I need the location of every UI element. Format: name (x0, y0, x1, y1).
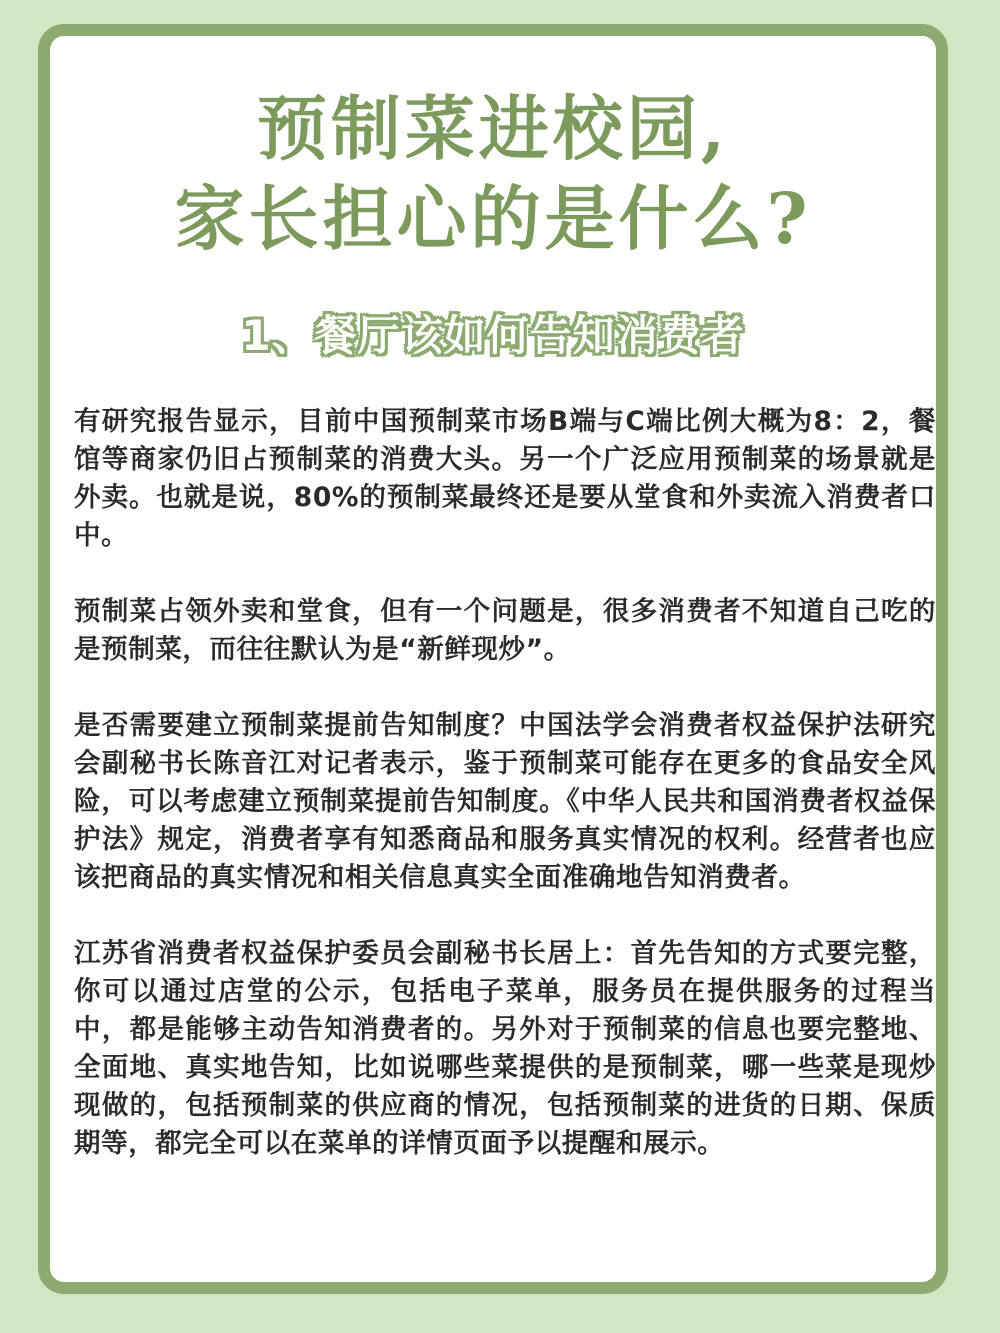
page-title (50, 84, 936, 264)
article-card (38, 24, 948, 1294)
section-heading: 1、餐厅该如何告知消费者 (241, 311, 745, 360)
paragraph-1: 有研究报告显示，目前中国预制菜市场B端与C端比例大概为8：2，餐馆等商家仍旧占预制菜的消费大头。另一个广泛应用预制菜的场景就是外卖。也就是说，80%的预制菜最终还是要从堂食和外卖流入消费者口中。 (74, 406, 936, 551)
paragraph-4: 江苏省消费者权益保护委员会副秘书长居上：首先告知的方式要完整，你可以通过店堂的公示，包括电子菜单，服务员在提供服务的过程当中，都是能够主动告知消费者的。另外对于预制菜的信息也要完整地、全面地、真实地告知，比如说哪些菜提供的是预制菜，哪一些菜是现炒现做的，包括预制菜的供应商的情况，包括预制菜的进货的日期、保质期等，都完全可以在菜单的详情页面予以提醒和展示。 (74, 938, 936, 1159)
paragraph-2: 预制菜占领外卖和堂食，但有一个问题是，很多消费者不知道自己吃的是预制菜，而往往默认为是“新鲜现炒”。 (74, 596, 936, 665)
paragraph-3: 是否需要建立预制菜提前告知制度？中国法学会消费者权益保护法研究会副秘书长陈音江对记者表示，鉴于预制菜可能存在更多的食品安全风险，可以考虑建立预制菜提前告知制度。《中华人民共和国消费者权益保护法》规定，消费者享有知悉商品和服务真实情况的权利。经营者也应该把商品的真实情况和相关信息真实全面准确地告知消费者。 (74, 710, 936, 893)
title-line-1: 预制菜进校园, (256, 87, 730, 170)
title-line-2: 家长担心的是什么? (174, 177, 812, 260)
article-body (74, 403, 936, 1163)
